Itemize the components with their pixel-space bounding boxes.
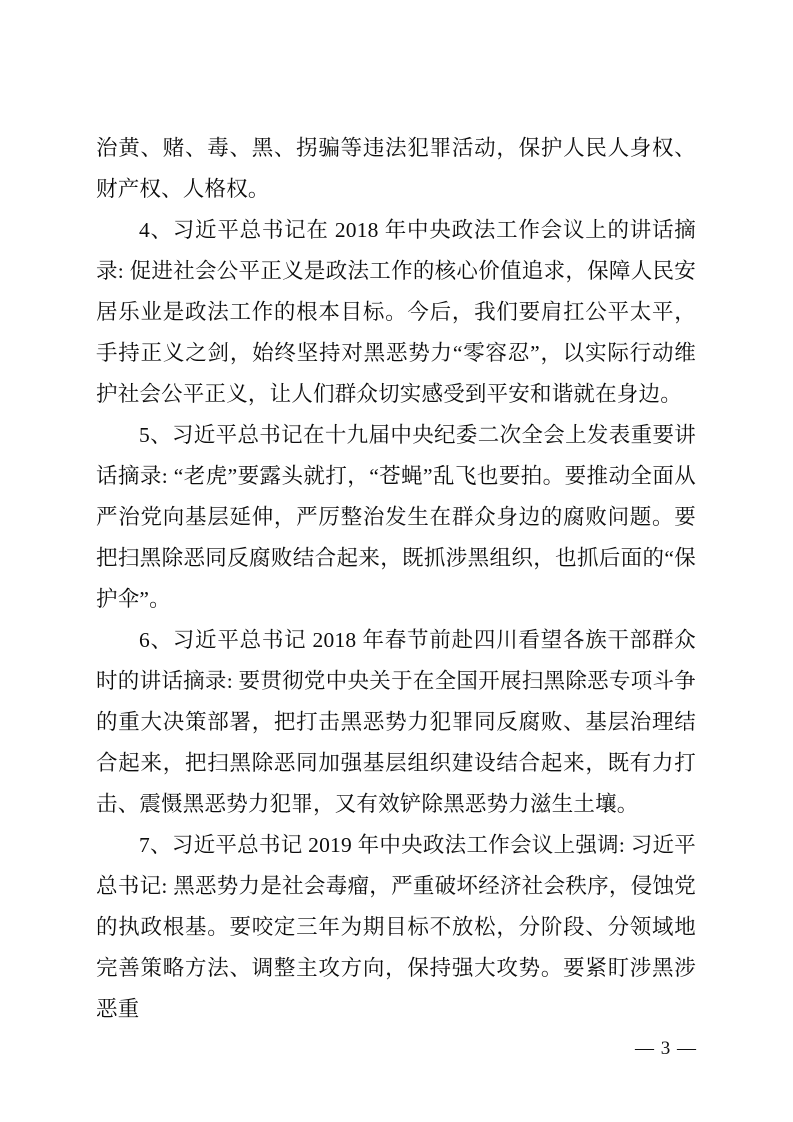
paragraph: 6、习近平总书记 2018 年春节前赴四川看望各族干部群众时的讲话摘录: 要贯彻党中央关于在全国开展扫黑除恶专项斗争的重大决策部署，把打击黑恶势力犯罪同反腐败、基层治理结合起来，把扫黑除恶同加强基层组织建设结合起来，既有力打击、震慑黑恶势力犯罪，又有效铲除黑恶势力滋生土壤。 [96, 628, 696, 816]
paragraph: 7、习近平总书记 2019 年中央政法工作会议上强调: 习近平总书记: 黑恶势力是社会毒瘤，严重破坏经济社会秩序，侵蚀党的执政根基。要咬定三年为期目标不放松，分阶段、分领域地完善策略方法、调整主攻方向，保持强大攻势。要紧盯涉黑涉恶重 [96, 833, 696, 1021]
paragraph: 治黄、赌、毒、黑、拐骗等违法犯罪活动，保护人民人身权、财产权、人格权。 [96, 136, 696, 201]
paragraph: 5、习近平总书记在十九届中央纪委二次全会上发表重要讲话摘录: “老虎”要露头就打，“苍蝇”乱飞也要拍。要推动全面从严治党向基层延伸，严厉整治发生在群众身边的腐败问题。要把扫黑除恶同反腐败结合起来，既抓涉黑组织，也抓后面的“保护伞”。 [96, 423, 696, 611]
paragraph: 4、习近平总书记在 2018 年中央政法工作会议上的讲话摘录: 促进社会公平正义是政法工作的核心价值追求，保障人民安居乐业是政法工作的根本目标。今后，我们要肩扛公平太平，手持正义之剑，始终坚持对黑恶势力“零容忍”，以实际行动维护社会公平正义，让人们群众切实感受到平安和谐就在身边。 [96, 218, 696, 406]
page-body [96, 128, 696, 1030]
page-number: — 3 — [635, 1038, 697, 1059]
